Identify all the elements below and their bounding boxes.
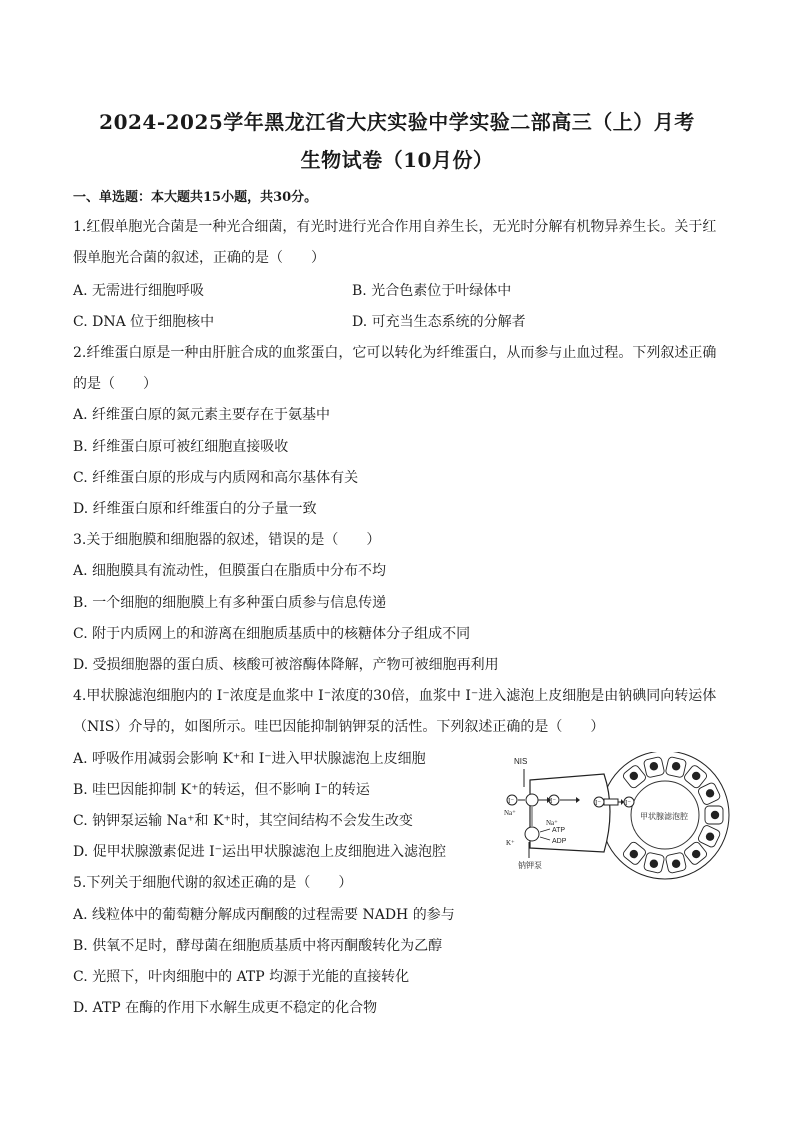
iodide-label-2: I⁻ <box>550 797 557 805</box>
title-line-1: 2024-2025学年黑龙江省大庆实验中学实验二部高三（上）月考 <box>99 110 695 134</box>
nis-label: NIS <box>514 757 528 766</box>
iodide-label-3: I⁻ <box>595 799 602 807</box>
cavity-label: 甲状腺滤泡腔 <box>640 812 688 821</box>
q1-stem-1: 1.红假单胞光合菌是一种光合细菌，有光时进行光合作用自养生长，无光时分解有机物异养生长。关于红 <box>73 219 717 235</box>
q4-option-d[interactable]: D. 促甲状腺激素促进 I⁻运出甲状腺滤泡上皮细胞进入滤泡腔 <box>73 844 446 860</box>
q5-option-c[interactable]: C. 光照下，叶肉细胞中的 ATP 均源于光能的直接转化 <box>73 969 410 985</box>
apical-channel <box>604 799 618 805</box>
cell-nucleus <box>706 832 714 840</box>
q5-option-b[interactable]: B. 供氧不足时，酵母菌在细胞质基质中将丙酮酸转化为乙醇 <box>73 938 443 954</box>
q2-stem-1: 2.纤维蛋白原是一种由肝脏合成的血浆蛋白，它可以转化为纤维蛋白，从而参与止血过程。下列叙述正确 <box>73 345 717 361</box>
q3-option-b[interactable]: B. 一个细胞的细胞膜上有多种蛋白质参与信息传递 <box>73 595 387 611</box>
iodide-label-1: I⁻ <box>508 797 515 805</box>
q4-option-a[interactable]: A. 呼吸作用减弱会影响 K⁺和 I⁻进入甲状腺滤泡上皮细胞 <box>73 751 426 767</box>
q1-option-d[interactable]: D. 可充当生态系统的分解者 <box>352 314 526 330</box>
q2-option-d[interactable]: D. 纤维蛋白原和纤维蛋白的分子量一致 <box>73 501 317 517</box>
q1-option-b[interactable]: B. 光合色素位于叶绿体中 <box>352 283 512 299</box>
q5-option-a[interactable]: A. 线粒体中的葡萄糖分解成丙酮酸的过程需要 NADH 的参与 <box>73 907 455 923</box>
q3-stem-1: 3.关于细胞膜和细胞器的叙述，错误的是（ ） <box>73 532 381 548</box>
cell-nucleus <box>650 762 658 770</box>
nis-channel <box>526 794 538 806</box>
q4-option-c[interactable]: C. 钠钾泵运输 Na⁺和 K⁺时，其空间结构不会发生改变 <box>73 813 413 829</box>
cell-nucleus <box>692 772 700 780</box>
q2-stem-2: 的是（ ） <box>73 376 157 392</box>
cell-nucleus <box>650 860 658 868</box>
pump-label: 钠钾泵 <box>518 861 542 870</box>
q2-option-b[interactable]: B. 纤维蛋白原可被红细胞直接吸收 <box>73 439 289 455</box>
cell-nucleus <box>630 772 638 780</box>
q1-stem-2: 假单胞光合菌的叙述，正确的是（ ） <box>73 250 325 266</box>
potassium-label: K⁺ <box>506 839 515 847</box>
cell-nucleus <box>672 762 680 770</box>
q3-option-d[interactable]: D. 受损细胞器的蛋白质、核酸可被溶酶体降解，产物可被细胞再利用 <box>73 657 499 673</box>
q5-option-d[interactable]: D. ATP 在酶的作用下水解生成更不稳定的化合物 <box>73 1000 378 1016</box>
title-line-2: 生物试卷（10月份） <box>300 148 494 172</box>
thyroid-follicle-figure <box>492 752 732 882</box>
q3-option-a[interactable]: A. 细胞膜具有流动性，但膜蛋白在脂质中分布不均 <box>73 563 387 579</box>
section-heading: 一、单选题：本大题共15小题，共30分。 <box>73 190 318 205</box>
atp-label: ATP <box>552 827 566 834</box>
q2-option-c[interactable]: C. 纤维蛋白原的形成与内质网和高尔基体有关 <box>73 470 359 486</box>
cell-nucleus <box>672 860 680 868</box>
q4-stem-2: （NIS）介导的，如图所示。哇巴因能抑制钠钾泵的活性。下列叙述正确的是（ ） <box>73 719 605 735</box>
q4-option-b[interactable]: B. 哇巴因能抑制 K⁺的转运，但不影响 I⁻的转运 <box>73 782 370 798</box>
adp-label: ADP <box>552 838 567 845</box>
q2-option-a[interactable]: A. 纤维蛋白原的氮元素主要存在于氨基中 <box>73 407 331 423</box>
q1-option-c[interactable]: C. DNA 位于细胞核中 <box>73 314 215 330</box>
sodium-label: Na⁺ <box>504 809 516 817</box>
q5-stem-1: 5.下列关于细胞代谢的叙述正确的是（ ） <box>73 875 353 891</box>
cell-nucleus <box>630 850 638 858</box>
cell-nucleus <box>706 789 714 797</box>
epithelial-cell <box>530 774 610 852</box>
sodium-potassium-pump <box>525 827 539 841</box>
iodide-label-4: I⁻ <box>625 799 632 807</box>
cell-nucleus <box>692 850 700 858</box>
q4-stem-1: 4.甲状腺滤泡细胞内的 I⁻浓度是血浆中 I⁻浓度的30倍，血浆中 I⁻进入滤泡上皮细胞是由钠碘同向转运体 <box>73 688 717 704</box>
q3-option-c[interactable]: C. 附于内质网上的和游离在细胞质基质中的核糖体分子组成不同 <box>73 626 471 642</box>
sodium-label-2: Na⁺ <box>546 819 558 827</box>
q1-option-a[interactable]: A. 无需进行细胞呼吸 <box>73 283 205 299</box>
cell-nucleus <box>711 811 719 819</box>
